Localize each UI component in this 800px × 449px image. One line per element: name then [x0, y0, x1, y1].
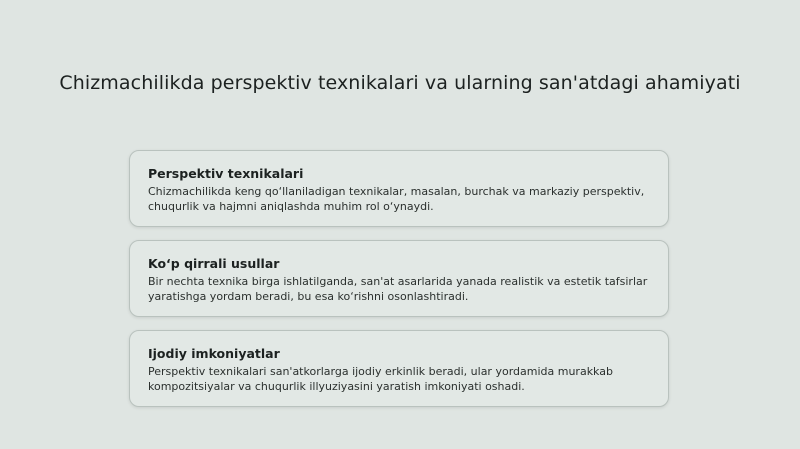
card-text: Perspektiv texnikalari san'atkorlarga ijodiy erkinlik beradi, ular yordamida murakkab kompozitsiyalar va chuqurlik illyuziyasini yaratish imkoniyati oshadi. — [148, 365, 613, 393]
card-text: Bir nechta texnika birga ishlatilganda, san'at asarlarida yanada realistik va estetik tafsirlar yaratishga yordam beradi, bu esa ko‘rishni osonlashtiradi. — [148, 275, 648, 303]
info-card-multifaceted-methods — [129, 240, 669, 317]
card-heading: Ijodiy imkoniyatlar — [148, 346, 280, 361]
info-card-perspective-techniques — [129, 150, 669, 227]
card-text: Chizmachilikda keng qo‘llaniladigan texnikalar, masalan, burchak va markaziy perspektiv, chuqurlik va hajmni aniqlashda muhim rol o‘ynaydi. — [148, 185, 645, 213]
info-card-creative-opportunities — [129, 330, 669, 407]
page-title: Chizmachilikda perspektiv texnikalari va ularning san'atdagi ahamiyati — [59, 72, 741, 94]
card-heading: Ko‘p qirrali usullar — [148, 256, 280, 271]
card-heading: Perspektiv texnikalari — [148, 166, 304, 181]
